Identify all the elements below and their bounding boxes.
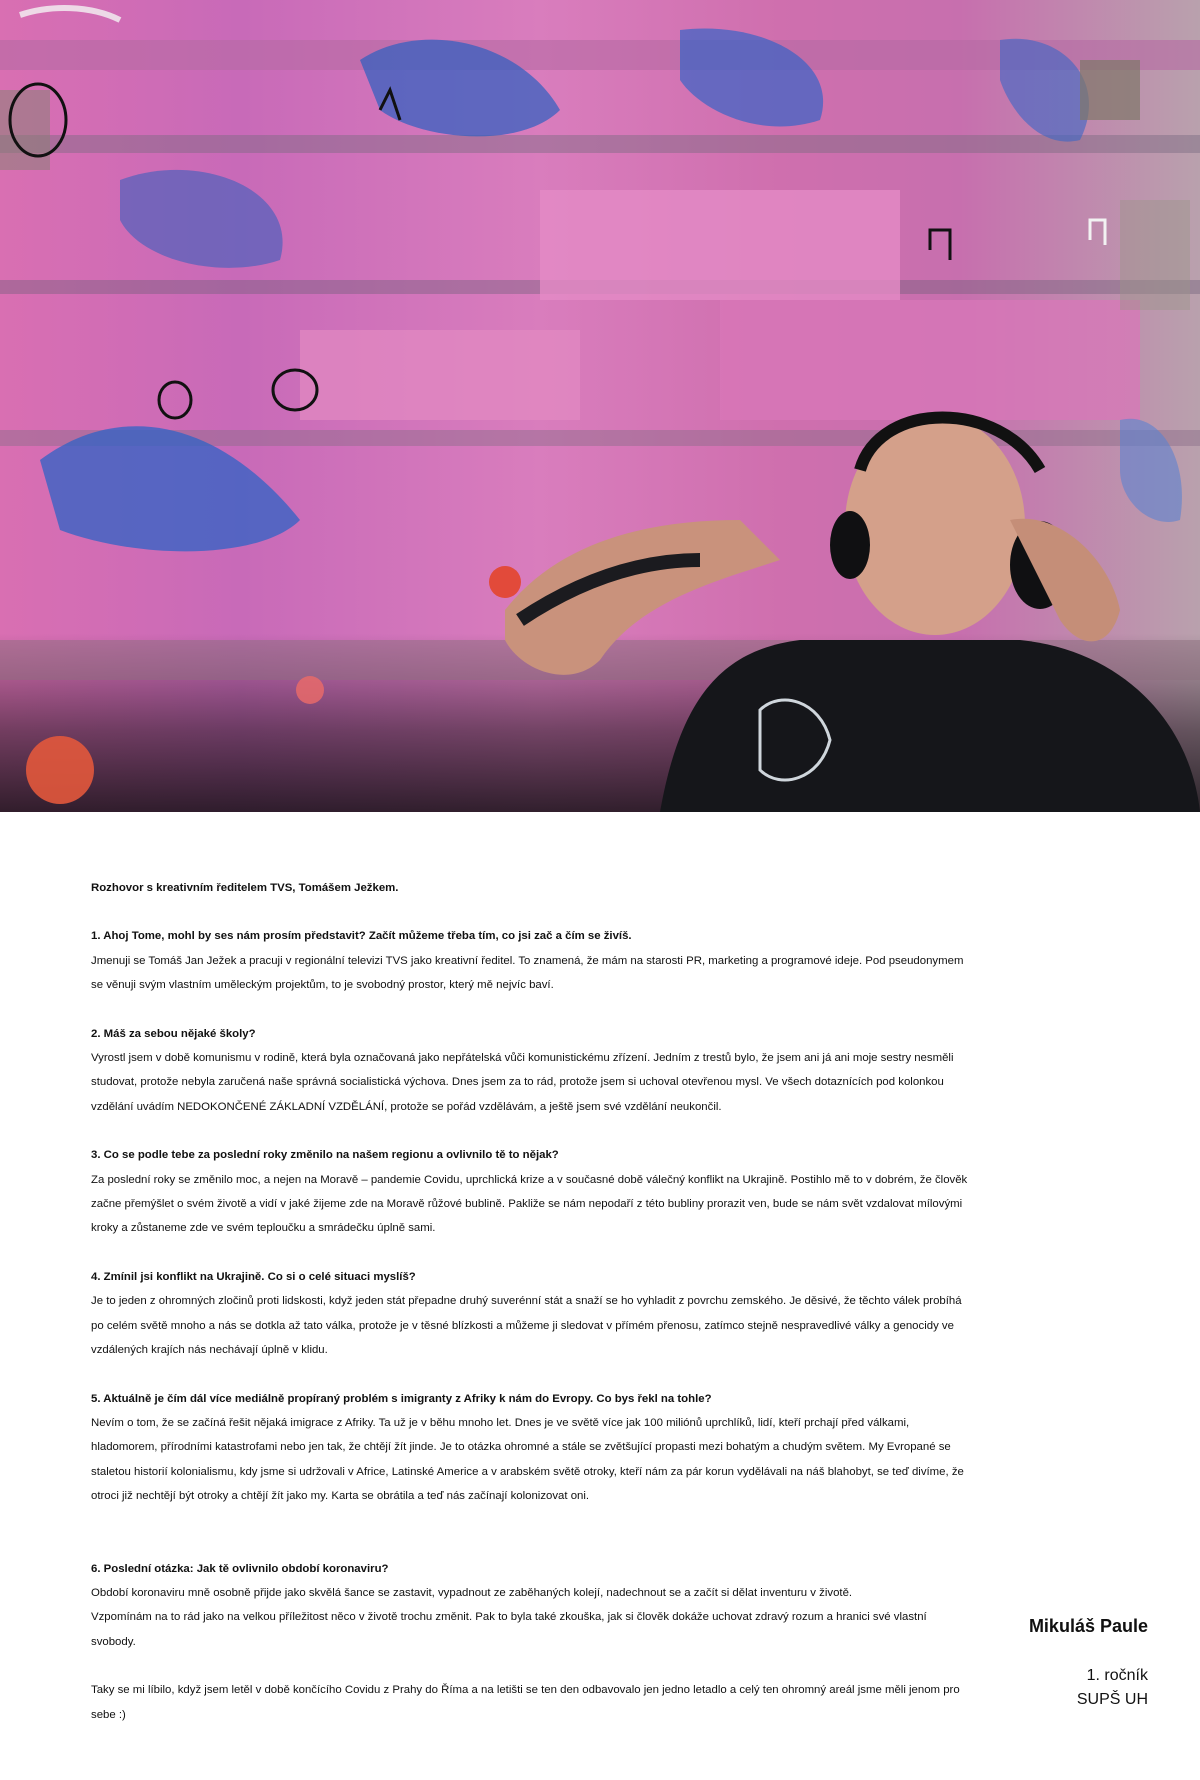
author-signature <box>928 1614 1148 1712</box>
interview-article <box>91 876 971 1751</box>
qa-item <box>91 1265 971 1363</box>
qa-item <box>91 1143 971 1241</box>
question: 1. Ahoj Tome, mohl by ses nám prosím představit? Začít můžeme třeba tím, co jsi zač a čím se živíš. <box>91 930 632 943</box>
answer-continued: Taky se mi líbilo, když jsem letěl v době končícího Covidu z Prahy do Říma a na letišti se ten den odbavovalo jen jedno letadlo a celý ten ohromný areál jsme měli jenom pro sebe :) <box>91 1684 960 1721</box>
question: 2. Máš za sebou nějaké školy? <box>91 1027 256 1040</box>
answer: Jmenuji se Tomáš Jan Ježek a pracuji v regionální televizi TVS jako kreativní ředitel. To znamená, že mám na starosti PR, marketing a programové ideje. Pod pseudonymem se věnuji svým vlastním uměleckým projektům, to je svobodný prostor, který mě nejvíc baví. <box>91 954 964 992</box>
qa-item <box>91 1387 971 1509</box>
qa-item <box>91 1022 971 1120</box>
question: 5. Aktuálně je čím dál více mediálně propíraný problém s imigranty z Afriky k nám do Evropy. Co bys řekl na tohle? <box>91 1392 712 1405</box>
answer: Vyrostl jsem v době komunismu v rodině, která byla označovaná jako nepřátelská vůči komunistickému zřízení. Jedním z trestů bylo, že jsem ani já ani moje sestry nesměli studovat, protože nebyla zaručená naše správná socialistická výchova. Dnes jsem za to rád, protože jsem si uchoval otevřenou mysl. Ve všech dotaznících pod kolonkou vzdělání uvádím NEDOKONČENÉ ZÁKLADNÍ VZDĚLÁNÍ, protože se pořád vzdělávám, a ještě jsem své vzdělání neukončil. <box>91 1052 954 1113</box>
author-name: Mikuláš Paule <box>1028 1616 1148 1636</box>
hero-photo <box>0 0 1200 812</box>
author-school: SUPŠ UH <box>1076 1691 1148 1708</box>
qa-item <box>91 924 971 997</box>
article-intro: Rozhovor s kreativním ředitelem TVS, Tomášem Ježkem. <box>91 882 399 894</box>
question: 4. Zmínil jsi konflikt na Ukrajině. Co si o celé situaci myslíš? <box>91 1270 416 1283</box>
answer: Období koronaviru mně osobně přijde jako skvělá šance se zastavit, vypadnout ze zaběhaných kolejí, nadechnout se a začít si dělat inventuru v životě. <box>91 1586 853 1599</box>
answer: Je to jeden z ohromných zločinů proti lidskosti, když jeden stát přepadne druhý suverénní stát a snaží se ho vyhladit z povrchu zemského. Je děsivé, že těchto válek probíhá po celém světě mnoho a nás se dotkla až tato válka, protože je v těsné blízkosti a můžeme ji sledovat v přímém přenosu, zatímco stejně nespravedlivé války a genocidy ve vzdálených krajích nás nechávají úplně v klidu. <box>91 1295 962 1357</box>
question: 6. Poslední otázka: Jak tě ovlivnilo období koronaviru? <box>91 1562 389 1575</box>
answer: Za poslední roky se změnilo moc, a nejen na Moravě – pandemie Covidu, uprchlická krize a v současné době válečný konflikt na Ukrajině. Postihlo mě to v dobrém, že člověk začne přemýšlet o svém životě a vidí v jaké žijeme zde na Moravě růžové bublině. Pakliže se nám nepodaří z této bubliny prorazit ven, bude se nám svět vzdalovat mílovými kroky a zůstaneme zde ve svém teploučku a smrádečku úplně sami. <box>91 1173 968 1235</box>
question: 3. Co se podle tebe za poslední roky změnilo na našem regionu a ovlivnilo tě to nějak? <box>91 1149 559 1162</box>
qa-item <box>91 1557 971 1727</box>
answer-continued: Vzpomínám na to rád jako na velkou příležitost něco v životě trochu změnit. Pak to byla také zkouška, jak si člověk dokáže uchovat zdravý rozum a hranici své vlastní svobody. <box>91 1611 927 1648</box>
answer: Nevím o tom, že se začíná řešit nějaká imigrace z Afriky. Ta už je v běhu mnoho let. Dnes je ve světě více jak 100 miliónů uprchlíků, lidí, kteří prchají před válkami, hladomorem, přírodními katastrofami nebo jen tak, že chtějí žít jinde. Je to otázka ohromné a stále se zvětšující propasti mezi bohatým a chudým světem. My Evropané se staletou historií kolonialismu, kdy jsme si udržovali v Africe, Latinské Americe a v arabském světě otroky, kteří nám za pár korun vydělávali na náš blahobyt, se teď divíme, že otroci již nechtějí být otroky a chtějí žít jako my. Karta se obrátila a teď nás začínají kolonizovat oni. <box>91 1416 964 1503</box>
painting-artwork <box>0 0 1200 812</box>
author-grade: 1. ročník <box>1086 1667 1148 1684</box>
